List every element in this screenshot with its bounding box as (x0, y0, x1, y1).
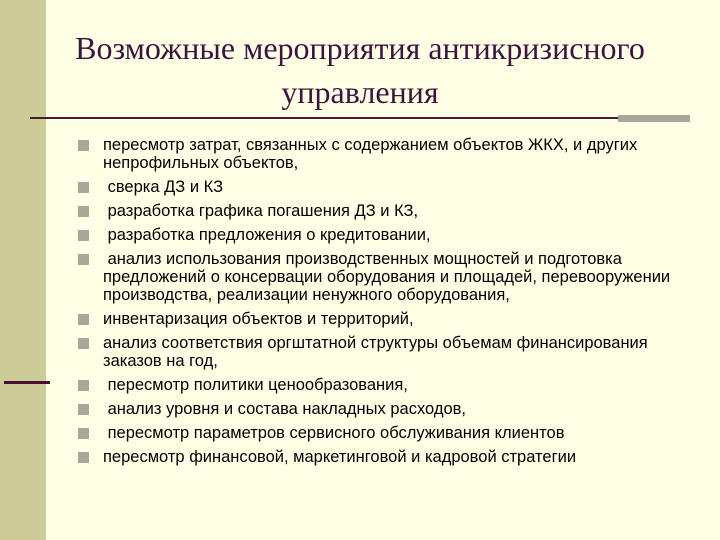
title-divider-accent (618, 115, 690, 122)
bullet-item (78, 202, 688, 220)
square-bullet-icon (78, 452, 89, 463)
square-bullet-icon (78, 140, 89, 151)
square-bullet-icon (78, 230, 89, 241)
square-bullet-icon (78, 206, 89, 217)
square-bullet-icon (78, 254, 89, 265)
bullet-item (78, 226, 688, 244)
bullet-text: инвентаризация объектов и территорий, (103, 310, 414, 328)
square-bullet-icon (78, 314, 89, 325)
slide-title: Возможные мероприятия антикризисного управления (75, 30, 645, 110)
bullet-item (78, 310, 688, 328)
bullet-item (78, 376, 688, 394)
bullet-text: разработка графика погашения ДЗ и КЗ, (103, 202, 419, 220)
bullet-item (78, 136, 688, 172)
bullet-list (78, 136, 688, 472)
bullet-text: анализ уровня и состава накладных расходов, (103, 400, 466, 418)
bullet-text: сверка ДЗ и КЗ (103, 178, 224, 196)
bullet-text: пересмотр политики ценообразования, (103, 376, 408, 394)
bullet-item (78, 424, 688, 442)
bullet-item (78, 400, 688, 418)
bullet-item (78, 448, 688, 466)
square-bullet-icon (78, 338, 89, 349)
bullet-text: пересмотр затрат, связанных с содержанием объектов ЖКХ, и других непрофильных объектов, (103, 136, 642, 172)
decorative-side-bar (0, 0, 46, 540)
square-bullet-icon (78, 404, 89, 415)
title-divider (30, 117, 690, 119)
bullet-item (78, 250, 688, 304)
bullet-item (78, 334, 688, 370)
side-bar-accent-line (4, 381, 50, 384)
square-bullet-icon (78, 380, 89, 391)
bullet-text: разработка предложения о кредитовании, (103, 226, 431, 244)
square-bullet-icon (78, 428, 89, 439)
bullet-text: пересмотр финансовой, маркетинговой и кадровой стратегии (103, 448, 577, 466)
bullet-text: анализ использования производственных мощностей и подготовка предложений о консервации оборудования и площадей, перевооружении производства, реализации ненужного оборудования, (103, 250, 675, 304)
bullet-item (78, 178, 688, 196)
bullet-text: пересмотр параметров сервисного обслуживания клиентов (103, 424, 565, 442)
bullet-text: анализ соответствия оргштатной структуры объемам финансирования заказов на год, (103, 334, 653, 370)
square-bullet-icon (78, 182, 89, 193)
